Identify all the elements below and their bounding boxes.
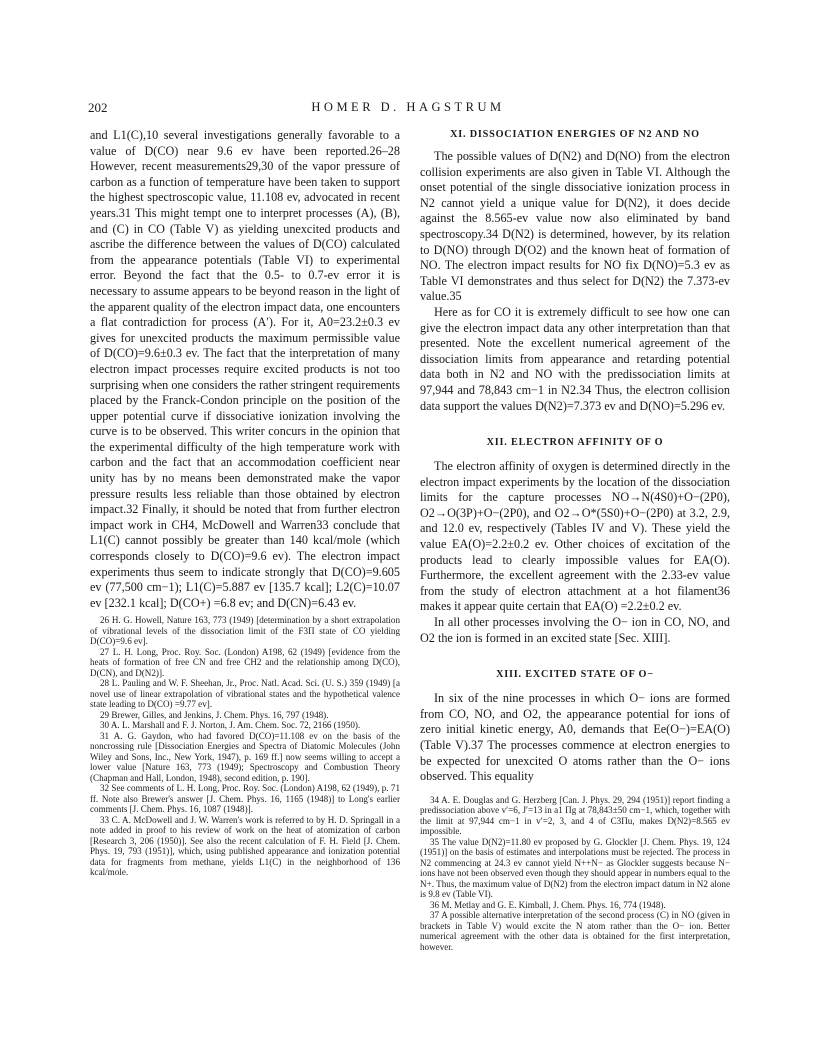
- page-number: 202: [88, 100, 108, 115]
- section-xi-paragraph-1: The possible values of D(N2) and D(NO) from the electron collision experiments are also given in Table VI. Although the onset potential of the single dissociative ionization process in N2 cannot yield a unique value for D(N2), it does decide against the 8.565-ev value now also eliminated by band spectroscopy.34 D(N2) is determined, however, by its relation to D(NO) through D(O2) and the known heat of formation of NO. The electron impact results for NO fix D(NO)=5.3 ev as Table VI demonstrates and thus select for D(N2) the 7.373-ev value.35: [420, 149, 730, 304]
- section-title-xi: XI. DISSOCIATION ENERGIES OF N2 AND NO: [450, 129, 700, 140]
- section-xii-paragraph-1: The electron affinity of oxygen is determined directly in the electron impact experiments by the location of the dissociation limits for the capture processes NO→N(4S0)+O−(2P0), O2→O(3P)+O−(2P0), and O2→O*(5S0)+O−(2P0) at 3.2, 2.9, and 12.0 ev, respectively (Tables IV and V). These yield the value EA(O)=2.2±0.2 ev. Other choices of excitation of the products lead to clearly impossible values for EA(O). Furthermore, the excellent agreement with the 2.33-ev value from the study of electron attachment at a hot filament36 makes it appear quite certain that EA(O) =2.2±0.2 ev.: [420, 459, 730, 614]
- footnote-35: 35 The value D(N2)=11.80 ev proposed by G. Glockler [J. Chem. Phys. 19, 124 (1951)] on the basis of estimates and interpolations must be rejected. The process in N2 commencing at 24.3 ev cannot yield N++N− as Glockler suggests because N− ions have not been observed even though they should appear in numbers equal to the N+. Thus, the maximum value of D(N2) from the electron impact datum in N2 alone is 9.8 ev (Table VI).: [420, 836, 730, 900]
- footnote-31: 31 A. G. Gaydon, who had favored D(CO)=11.108 ev on the basis of the noncrossing rule [Dissociation Energies and Spectra of Diatomic Molecules (John Wiley and Sons, Inc., New York, 1947), p. 169 ff.] now seems willing to accept a lower value [Nature 163, 773 (1949); Spectroscopy and Combustion Theory (Chapman and Hall, London, 1948), second edition, p. 190].: [90, 730, 400, 783]
- section-xiii-paragraph-1: In six of the nine processes in which O− ions are formed from CO, NO, and O2, the appearance potential for ions of zero initial kinetic energy, A0, demands that Ee(O−)=EA(O) (Table V).37 The processes commence at electron energies to be expected for unexcited O atoms rather than the O− ions observed. This equality: [420, 691, 730, 784]
- footnote-29: 29 Brewer, Gilles, and Jenkins, J. Chem. Phys. 16, 797 (1948).: [100, 709, 329, 720]
- page-header: [88, 100, 728, 116]
- left-column: [90, 128, 400, 878]
- footnote-34: 34 A. E. Douglas and G. Herzberg [Can. J. Phys. 29, 294 (1951)] report finding a predissociation above v′=6, J′=13 in a1 Πg at 78,843±50 cm−1, which, together with the limit at 97,944 cm−1 in v′=2, 3, and 4 of C3Πu, makes D(N2)=8.565 ev impossible.: [420, 794, 730, 837]
- footnote-32: 32 See comments of L. H. Long, Proc. Roy. Soc. (London) A198, 62 (1949), p. 71 ff. Note also Brewer's answer [J. Chem. Phys. 16, 1165 (1948)] to Long's earlier comments [J. Chem. Phys. 16, 1087 (1948)].: [90, 783, 400, 815]
- footnote-30: 30 A. L. Marshall and F. J. Norton, J. Am. Chem. Soc. 72, 2166 (1950).: [100, 720, 361, 731]
- footnote-27: 27 L. H. Long, Proc. Roy. Soc. (London) A198, 62 (1949) [evidence from the heats of formation of free CN and free CH2 and the relationship among D(CO), D(CN), and D(N2)].: [90, 646, 400, 678]
- footnote-28: 28 L. Pauling and W. F. Sheehan, Jr., Proc. Natl. Acad. Sci. (U. S.) 359 (1949) [a novel use of linear extrapolation of vibrational states and the hypothetical valence state leading to D(CO) =9.77 ev].: [90, 678, 400, 710]
- footnote-33: 33 C. A. McDowell and J. W. Warren's work is referred to by H. D. Springall in a note added in proof to his review of work on the heat of atomization of carbon [Research 3, 206 (1950)]. See also the recent calculation of F. H. Field [J. Chem. Phys. 19, 793 (1951)], which, using published appearance and ionization potential data for fragments from methane, yields L1(C) in the neighborhood of 136 kcal/mole.: [90, 814, 400, 878]
- section-xi-paragraph-2: Here as for CO it is extremely difficult to see how one can give the electron impact data any other interpretation than that presented. Note the excellent numerical agreement of the dissociation limits from appearance and retarding potential data both in N2 and NO with the predissociation limits at 97,944 and 78,843 cm−1 in N2.34 Thus, the electron collision data support the values D(N2)=7.373 ev and D(NO)=5.296 ev.: [420, 304, 730, 413]
- right-column: [420, 128, 730, 952]
- footnotes-right: [420, 795, 730, 953]
- footnote-37: 37 A possible alternative interpretation of the second process (C) in NO (given in brackets in Table V) would excite the N atom rather than the O− ion. Better numerical agreement with the other data is obtained for the first interpretation, however.: [420, 910, 730, 952]
- section-xii-paragraph-2: In all other processes involving the O− ion in CO, NO, and O2 the ion is formed in an excited state [Sec. XIII].: [420, 615, 730, 645]
- footnote-36: 36 M. Metlay and G. E. Kimball, J. Chem. Phys. 16, 774 (1948).: [430, 899, 666, 910]
- running-head: HOMER D. HAGSTRUM: [311, 100, 505, 114]
- footnotes-left: [90, 615, 400, 878]
- body-paragraph: and L1(C),10 several investigations generally favorable to a value of D(CO) near 9.6 ev have been reported.26–28 However, recent measurements29,30 of the vapor pressure of carbon as a function of temperature have been taken to support the highest spectroscopic value, 11.108 ev, advocated in recent years.31 This might tempt one to interpret processes (A), (B), and (C) in CO (Table V) as yielding unexcited products and ascribe the difference between the values of D(CO) calculated from the appearance potentials (Table VI) to experimental error. Beyond the fact that the 0.5- to 0.7-ev error it is necessary to assume appears to be beyond reason in the light of the apparent quality of the electron impact data, one encounters a flat contradiction for process (A′). For it, A0=23.2±0.3 ev gives for unexcited products the maximum permissible value of D(CO)=9.6±0.3 ev. The fact that the interpretation of many electron impact processes require excited products is not too surprising when one considers the rather stringent requirements placed by the Franck-Condon principle on the position of the upper potential curve if dissociative ionization involving the curve is to be observed. This writer concurs in the opinion that the experimental difficulty of the high temperature work with carbon and the fact that an accommodation coefficient near unity has by no means been demonstrated make the vapor pressure results less reliable than those obtained by electron impact.32 Finally, it should be noted that from further electron impact work in CH4, McDowell and Warren33 conclude that L1(C) cannot possibly be greater than 140 kcal/mole (which corresponds closely to D(CO)=9.6 ev). The electron impact experiments thus seem to indicate strongly that D(CO)=9.605 ev (77,500 cm−1); L1(C)=5.887 ev [135.7 kcal]; L2(C)=10.07 ev [232.1 kcal]; D(CO+) =6.8 ev; and D(CN)=6.43 ev.: [90, 128, 400, 610]
- section-title-xiii: XIII. EXCITED STATE OF O−: [496, 669, 654, 681]
- footnote-26: 26 H. G. Howell, Nature 163, 773 (1949) [determination by a short extrapolation of vibrational levels of the dissociation limit of the F3Π state of CO yielding D(CO)=9.6 ev].: [90, 615, 400, 647]
- section-title-xii: XII. ELECTRON AFFINITY OF O: [486, 437, 664, 449]
